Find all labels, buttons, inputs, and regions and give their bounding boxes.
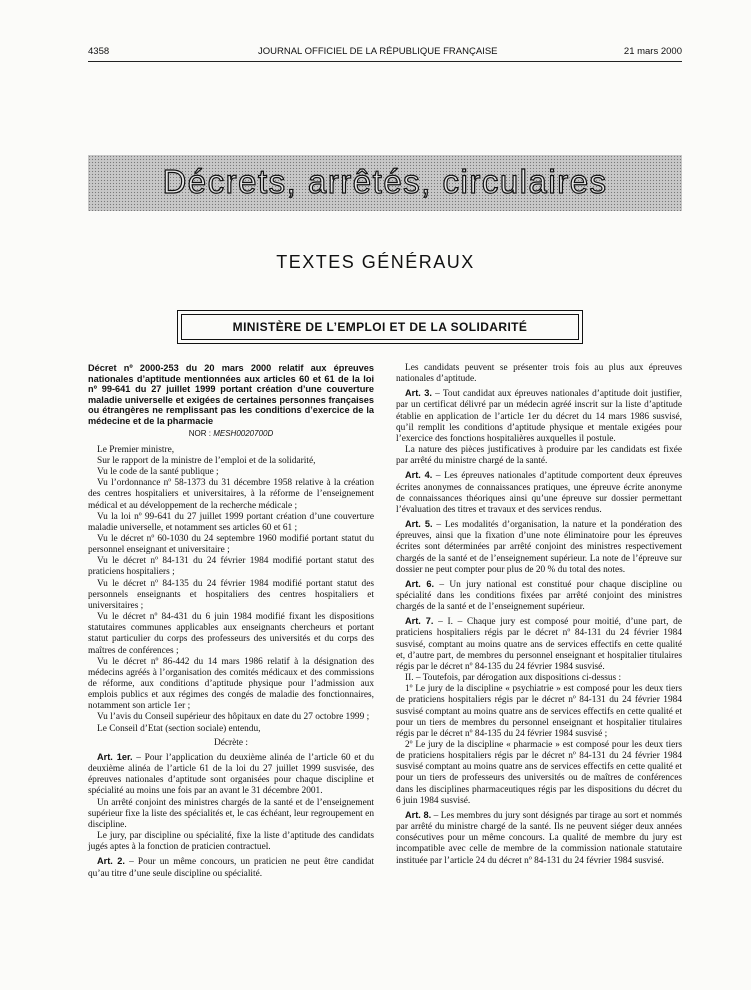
- visa-paragraph: Vu le décret nº 84-131 du 24 février 1984 modifié portant statut des praticiens hospitaliers ;: [88, 556, 374, 578]
- article-8: Art. 8. – Les membres du jury sont désignés par tirage au sort et nommés par arrêté du ministre chargé de la santé. Ils ne peuvent siéger deux années consécutives pour un même concours. La qualité de membre du jury est incompatible avec celle de membre de la commission nationale statutaire instituée par l’article 24 du décret nº 84-131 du 24 février 1984 susvisé.: [396, 809, 682, 866]
- journal-title: JOURNAL OFFICIEL DE LA RÉPUBLIQUE FRANÇAISE: [258, 46, 498, 57]
- page-number: 4358: [88, 46, 110, 57]
- banner-text: Décrets, arrêtés, circulaires: [162, 163, 608, 200]
- nor-reference: NOR : MESH0020700D: [188, 428, 274, 438]
- decrete-heading: Décrète :: [214, 737, 248, 748]
- visa-paragraph: Vu le décret nº 86-442 du 14 mars 1986 relatif à la désignation des médecins agréés à l’organisation des comités médicaux et des commissions de réforme, aux conditions d’aptitude physique pour l’admission aux emplois publics et aux régimes des congés de maladie des fonctionnaires, notamment son article 1er ;: [88, 656, 374, 712]
- article-4: Art. 4. – Les épreuves nationales d’aptitude comportent deux épreuves écrites anonymes de connaissances pratiques, une épreuve écrite anonyme de connaissances théoriques ainsi qu’une épreuve sur dossier permettant l’évaluation des titres et travaux et des services rendus.: [396, 470, 682, 515]
- ministry-title: MINISTÈRE DE L’EMPLOI ET DE LA SOLIDARITÉ: [181, 314, 579, 340]
- visa-paragraph: Vu le code de la santé publique ;: [97, 467, 219, 478]
- article-paragraph: La nature des pièces justificatives à produire par les candidats est fixée par arrêté du ministre chargé de la santé.: [396, 445, 682, 467]
- article-2: Art. 2. – Pour un même concours, un praticien ne peut être candidat qu’au titre d’une seule discipline ou spécialité.: [88, 856, 374, 879]
- visa-paragraph: Vu le décret nº 60-1030 du 24 septembre 1960 modifié portant statut du personnel enseignant et universitaire ;: [88, 533, 374, 556]
- visa-paragraph: Vu l’avis du Conseil supérieur des hôpitaux en date du 27 octobre 1999 ;: [97, 712, 370, 723]
- article-paragraph: II. – Toutefois, par dérogation aux dispositions ci-dessus :: [405, 673, 622, 684]
- visa-paragraph: Vu le décret nº 84-135 du 24 février 1984 modifié portant statut des personnels enseignants et hospitaliers des centres hospitaliers et universitaires ;: [88, 578, 374, 611]
- issue-date: 21 mars 2000: [623, 46, 682, 57]
- article-paragraph: Le jury, par discipline ou spécialité, fixe la liste d’aptitude des candidats jugés aptes à la fonction de praticien contractuel.: [88, 831, 374, 853]
- article-paragraph: 2º Le jury de la discipline « pharmacie » est composé pour les deux tiers de praticiens hospitaliers régis par le décret nº 84-131 du 24 février 1984 susvisé comptant au moins quatre ans de services effectifs en cette qualité et pour un tiers de professeurs des universités ou de maîtres de conférences dans les disciplines pharmaceutiques régis par les dispositions du décret du 6 juin 1984 susvisé.: [396, 740, 682, 806]
- visa-paragraph: Vu la loi nº 99-641 du 27 juillet 1999 portant création d’une couverture maladie universelle, et notamment ses articles 60 et 61 ;: [88, 511, 374, 533]
- article-3: Art. 3. – Tout candidat aux épreuves nationales d’aptitude doit justifier, par un certificat délivré par un médecin agréé inscrit sur la liste d’aptitude établie en application de l’article 1er du décret du 14 mars 1986 susvisé, qu’il remplit les conditions d’aptitude physique et mentale exigées pour l’exercice des fonctions hospitalières auxquelles il postule.: [396, 388, 682, 444]
- left-column: [88, 363, 374, 880]
- visa-paragraph: Le Conseil d’Etat (section sociale) entendu,: [97, 723, 261, 734]
- article-5: Art. 5. – Les modalités d’organisation, la nature et la pondération des épreuves, ainsi que la fixation d’une note éliminatoire pour les épreuves écrites sont déterminées par arrêté conjoint des ministres respectivement chargés de la santé et de l’enseignement supérieur. La note de l’épreuve sur dossier ne peut compter pour plus de 20 % du total des notes.: [396, 519, 682, 575]
- page-header: [88, 46, 682, 60]
- category-banner: [88, 155, 682, 211]
- article-6: Art. 6. – Un jury national est constitué pour chaque discipline ou spécialité dans les conditions fixées par arrêté conjoint des ministres chargés de la santé et de l’enseignement supérieur.: [396, 578, 682, 613]
- article-paragraph: Un arrêté conjoint des ministres chargés de la santé et de l’enseignement supérieur fixe la liste des spécialités et, le cas échéant, leur regroupement en discipline.: [88, 797, 374, 830]
- article-1: Art. 1er. – Pour l’application du deuxième alinéa de l’article 60 et du deuxième alinéa de l’article 61 de la loi du 27 juillet 1999 susvisée, des épreuves nationales d’aptitude sont organisées pour chaque discipline et spécialité au moins une fois par an avant le 31 décembre 2001.: [88, 751, 374, 797]
- article-paragraph: 1º Le jury de la discipline « psychiatrie » est composé pour les deux tiers de praticiens hospitaliers régis par le décret nº 84-131 du 24 février 1984 susvisé comptant au moins quatre ans de services effectifs en cette qualité et pour un tiers de membres du personnel enseignant et hospitalier titulaires régis par le décret nº 84-135 du 24 février 1984 susvisé ;: [396, 684, 682, 739]
- visa-paragraph: Vu l’ordonnance nº 58-1373 du 31 décembre 1958 relative à la création des centres hospitaliers et universitaires, à la réforme de l’enseignement médical et au développement de la recherche médicale ;: [88, 478, 374, 511]
- article-paragraph: Les candidats peuvent se présenter trois fois au plus aux épreuves nationales d’aptitude.: [396, 363, 682, 385]
- right-column: [396, 363, 682, 867]
- article-7: Art. 7. – I. – Chaque jury est composé pour moitié, d’une part, de praticiens hospitaliers régis par le décret nº 84-131 du 24 février 1984 susvisé, comptant au moins quatre ans de services effectifs en cette qualité et, d’autre part, de membres du personnel enseignant et hospitalier titulaires régis par le décret nº 84-135 du 24 février 1984 susvisé.: [396, 616, 682, 672]
- visa-paragraph: Vu le décret nº 84-431 du 6 juin 1984 modifié fixant les dispositions statutaires communes applicables aux enseignants chercheurs et portant statut particulier du corps des professeurs des universités et du corps des maîtres de conférences ;: [88, 612, 374, 656]
- header-rule: [88, 61, 682, 62]
- decree-title: Décret nº 2000-253 du 20 mars 2000 relatif aux épreuves nationales d’aptitude mentionnées aux articles 60 et 61 de la loi nº 99-641 du 27 juillet 1999 portant création d’une couverture maladie universelle et exigées de certaines personnes françaises ou étrangères ne remplissant pas les conditions d’exercice de la médecine et de la pharmacie: [88, 363, 374, 426]
- visa-paragraph: Le Premier ministre,: [97, 444, 175, 455]
- section-title: TEXTES GÉNÉRAUX: [276, 252, 475, 272]
- visa-paragraph: Sur le rapport de la ministre de l’emploi et de la solidarité,: [97, 455, 316, 466]
